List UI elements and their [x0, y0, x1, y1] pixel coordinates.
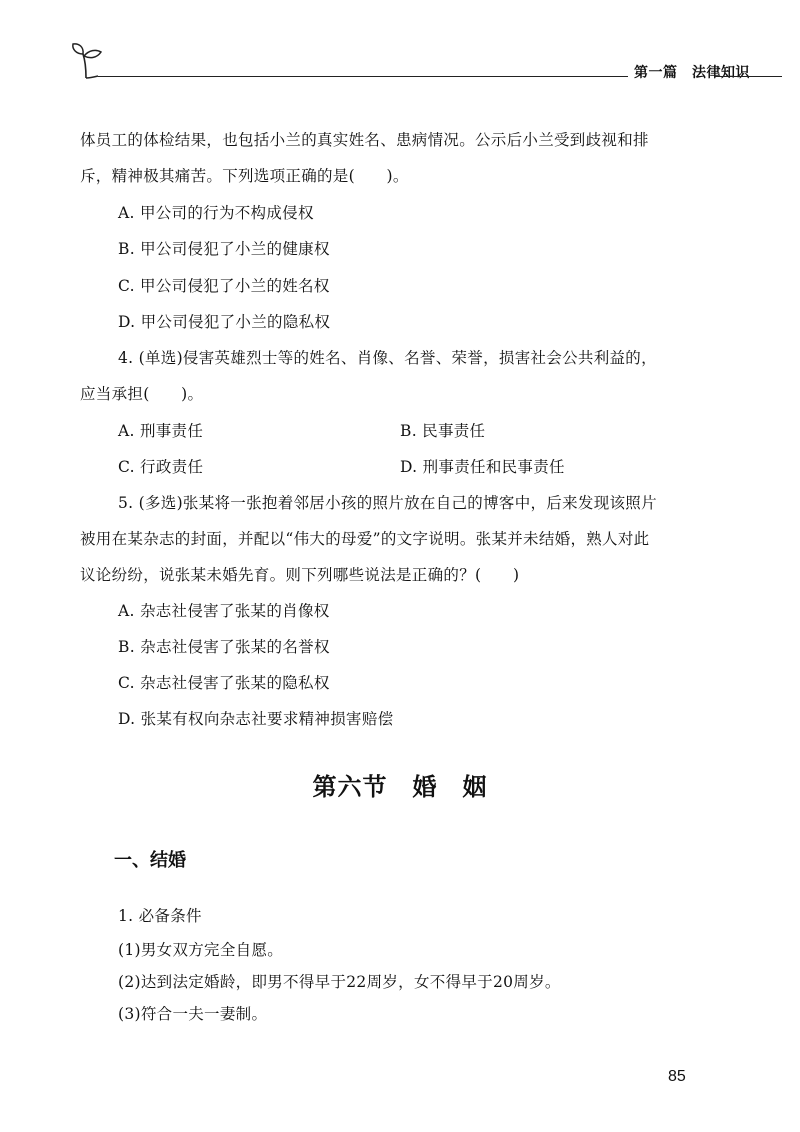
q5-option-b: B. 杂志社侵害了张某的名誉权 — [118, 638, 330, 656]
q4-text-line-1: 4. (单选)侵害英雄烈士等的姓名、肖像、名誉、荣誉，损害社会公共利益的， — [118, 349, 657, 367]
q4-option-a: A. 刑事责任 — [118, 422, 204, 440]
q3-option-d: D. 甲公司侵犯了小兰的隐私权 — [118, 313, 331, 331]
q4-option-b: B. 民事责任 — [400, 422, 486, 440]
q5-text-line-1: 5. (多选)张某将一张抱着邻居小孩的照片放在自己的博客中，后来发现该照片 — [118, 494, 657, 512]
q3-option-b: B. 甲公司侵犯了小兰的健康权 — [118, 240, 330, 258]
header-section-label: 第一篇 法律知识 — [634, 65, 750, 81]
q5-option-c: C. 杂志社侵害了张某的隐私权 — [118, 674, 330, 692]
q3-option-c: C. 甲公司侵犯了小兰的姓名权 — [118, 277, 330, 295]
q5-option-d: D. 张某有权向杂志社要求精神损害赔偿 — [118, 710, 394, 728]
section-title: 第六节 婚 姻 — [312, 773, 488, 801]
condition-2: (2)达到法定婚龄，即男不得早于22周岁，女不得早于20周岁。 — [118, 973, 561, 991]
q5-text-line-3: 议论纷纷，说张某未婚先育。则下列哪些说法是正确的？( ) — [80, 566, 520, 584]
q3-text-line-2: 斥，精神极其痛苦。下列选项正确的是( )。 — [80, 167, 409, 185]
running-header — [70, 38, 782, 86]
q5-text-line-2: 被用在某杂志的封面，并配以“伟大的母爱”的文字说明。张某并未结婚，熟人对此 — [80, 530, 650, 548]
condition-3: (3)符合一夫一妻制。 — [118, 1005, 268, 1023]
item-title: 1. 必备条件 — [118, 907, 202, 925]
page-number: 85 — [668, 1068, 686, 1085]
q3-option-a: A. 甲公司的行为不构成侵权 — [118, 204, 314, 222]
q4-text-line-2: 应当承担( )。 — [80, 385, 204, 403]
header-rule-left — [98, 76, 628, 77]
q3-text-line-1: 体员工的体检结果，也包括小兰的真实姓名、患病情况。公示后小兰受到歧视和排 — [80, 131, 649, 149]
subheading: 一、结婚 — [114, 850, 186, 871]
q4-option-c: C. 行政责任 — [118, 458, 204, 476]
q5-option-a: A. 杂志社侵害了张某的肖像权 — [118, 602, 330, 620]
condition-1: (1)男女双方完全自愿。 — [118, 941, 284, 959]
q4-option-d: D. 刑事责任和民事责任 — [400, 458, 565, 476]
header-rule-right — [714, 76, 782, 77]
